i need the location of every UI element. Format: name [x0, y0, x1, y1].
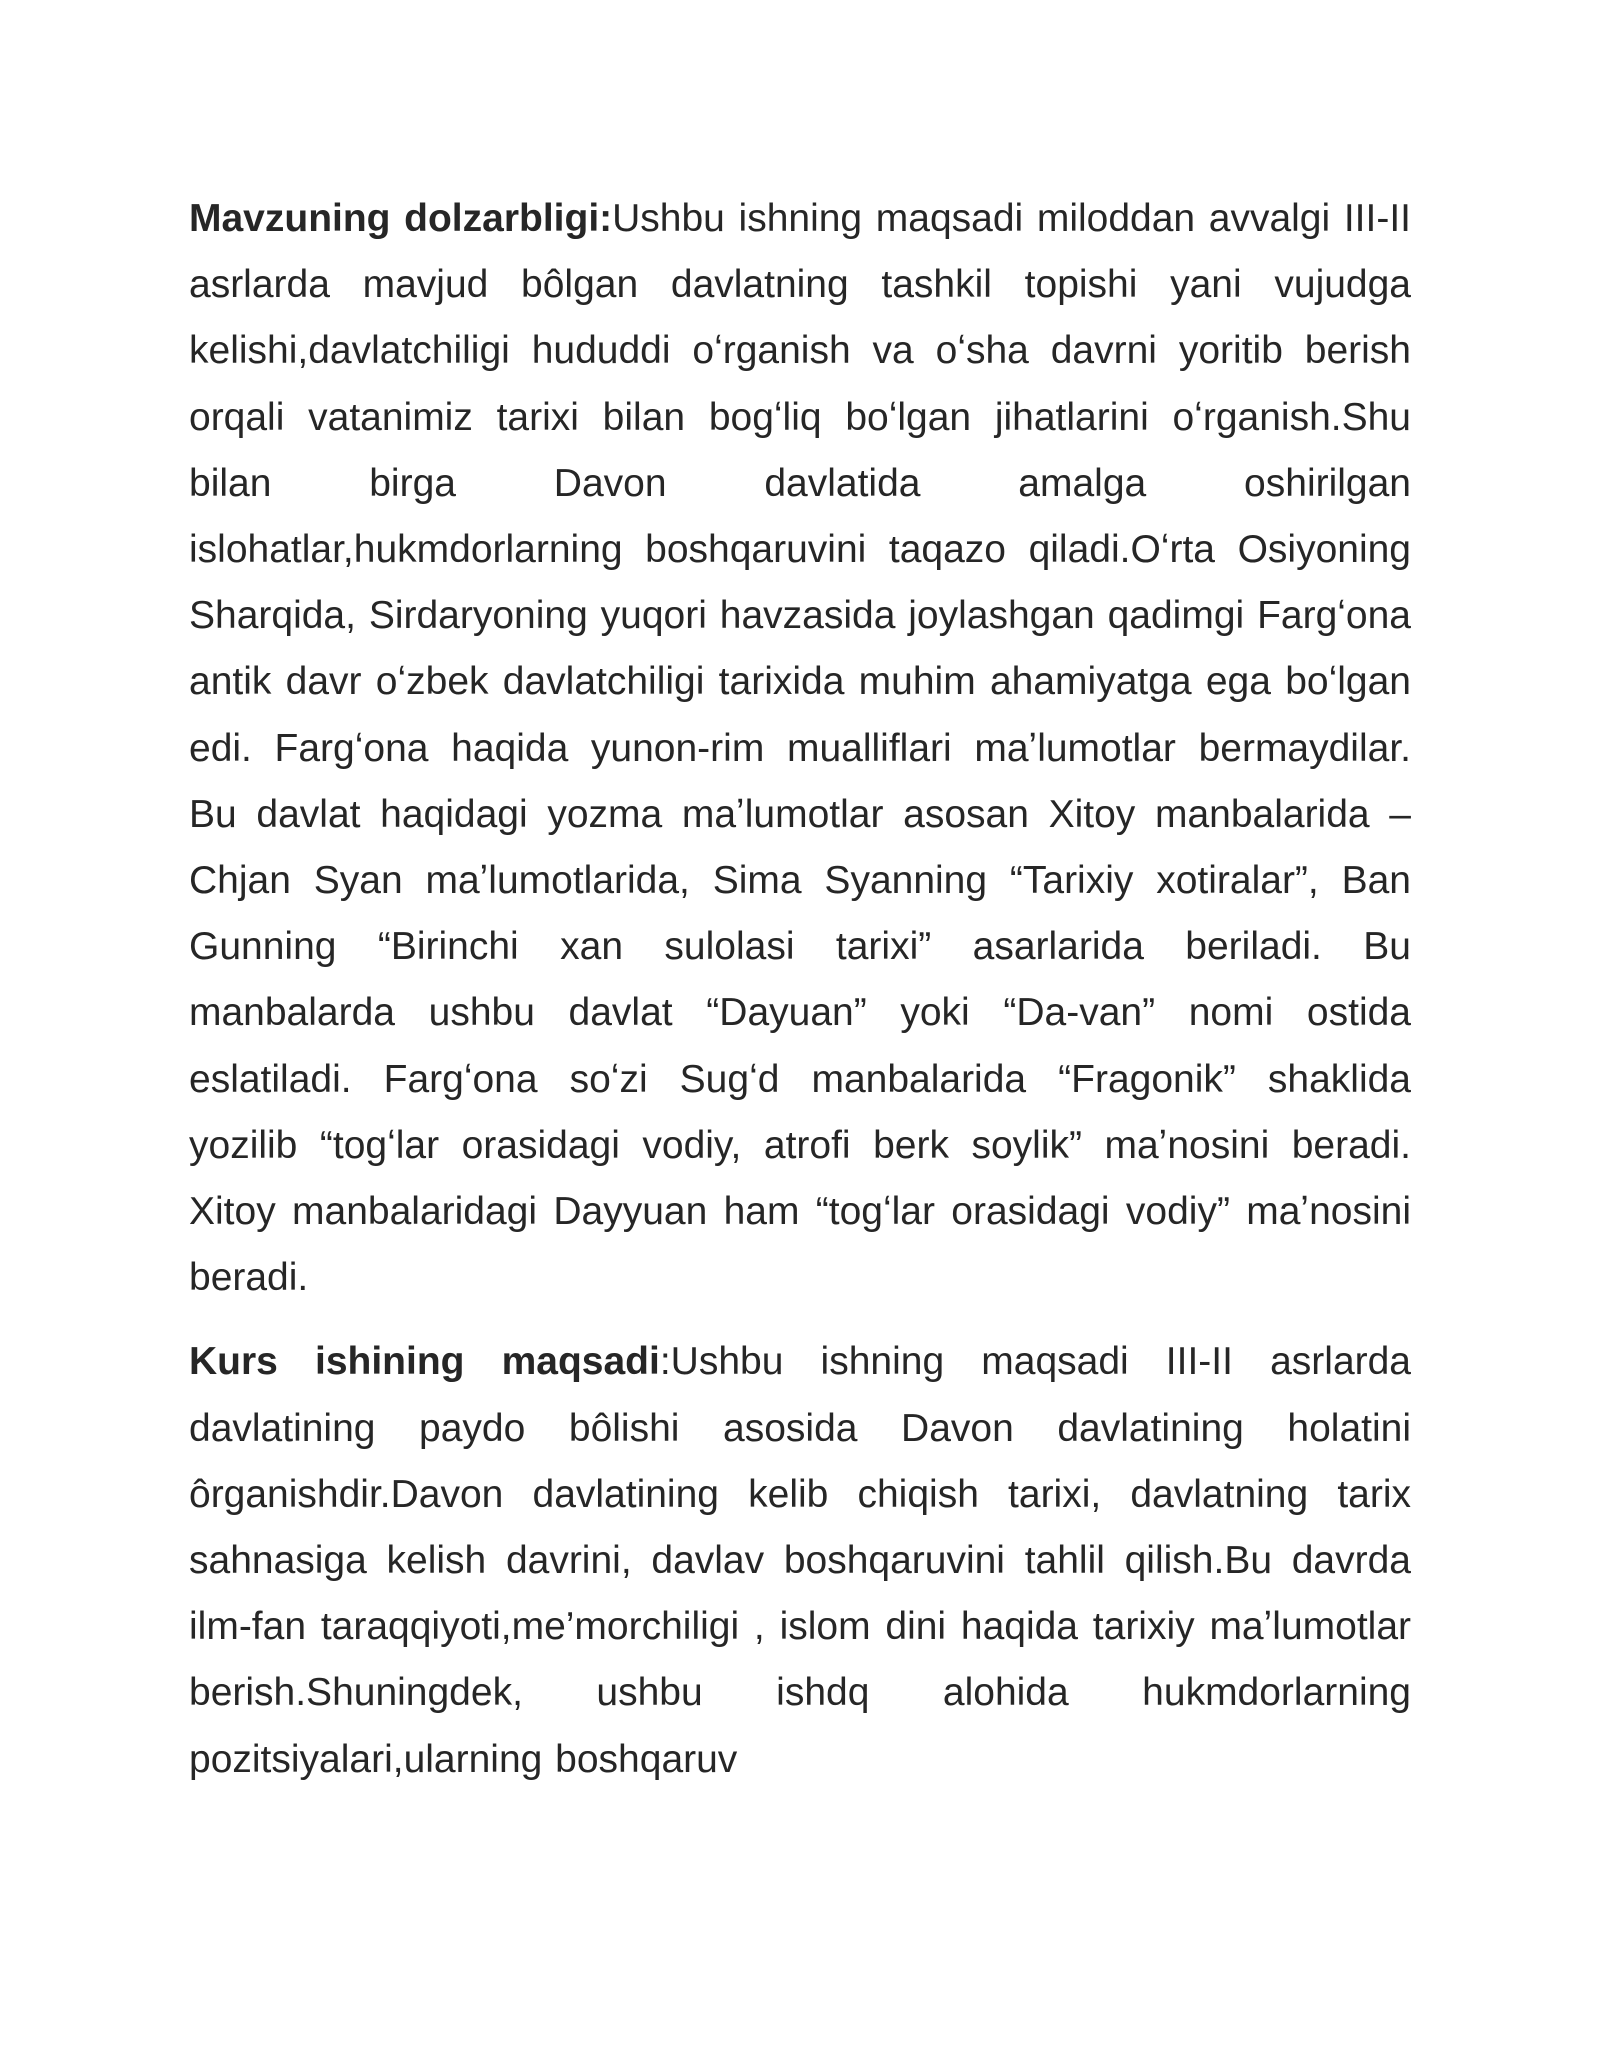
heading-topic-relevance: Mavzuning dolzarbligi:	[189, 197, 613, 240]
paragraph-text: :Ushbu ishning maqsadi III-II asrlarda davlatining paydo bôlishi asosida Davon davlatining holatini ôrganishdir.Davon davlatining kelib chiqish tarixi, davlatning tarix sahnasiga kelish davrini, davlav boshqaruvini tahlil qilish.Bu davrda ilm-fan taraqqiyoti,me’morchiligi , islom dini haqida tarixiy maʼlumotlar berish.Shuningdek, ushbu ishdq alohida hukmdorlarning pozitsiyalari,ularning boshqaruv	[189, 1340, 1411, 1781]
paragraph-text: Ushbu ishning maqsadi miloddan avvalgi III-II asrlarda mavjud bôlgan davlatning tashkil topishi yani vujudga kelishi,davlatchiligi hududdi oʻrganish va oʻsha davrni yoritib berish orqali vatanimiz tarixi bilan bogʻliq boʻlgan jihatlarini oʻrganish.Shu bilan birga Davon davlatida amalga oshirilgan islohatlar,hukmdorlarning boshqaruvini taqazo qiladi.Oʻrta Osiyoning Sharqida, Sirdaryoning yuqori havzasida joylashgan qadimgi Fargʻona antik davr oʻzbek davlatchiligi tarixida muhim ahamiyatga ega boʻlgan edi. Fargʻona haqida yunon-rim mualliflari maʼlumotlar bermaydilar. Bu davlat haqidagi yozma maʼlumotlar asosan Xitoy manbalarida – Chjan Syan maʼlumotlarida, Sima Syanning “Tarixiy xotiralar”, Ban Gunning “Birinchi xan sulolasi tarixi” asarlarida beriladi. Bu manbalarda ushbu davlat “Dayuan” yoki “Da-van” nomi ostida eslatiladi. Fargʻona soʻzi Sugʻd manbalarida “Fragonik” shaklida yozilib “togʻlar orasidagi vodiy, atrofi berk soylik” maʼnosini beradi. Xitoy manbalaridagi Dayyuan ham “togʻlar orasidagi vodiy” maʼnosini beradi.	[189, 197, 1411, 1300]
heading-course-goal: Kurs ishining maqsadi	[189, 1340, 660, 1384]
paragraph-topic-relevance	[189, 186, 1411, 1311]
document-body	[189, 186, 1411, 1811]
paragraph-course-goal	[189, 1329, 1411, 1792]
